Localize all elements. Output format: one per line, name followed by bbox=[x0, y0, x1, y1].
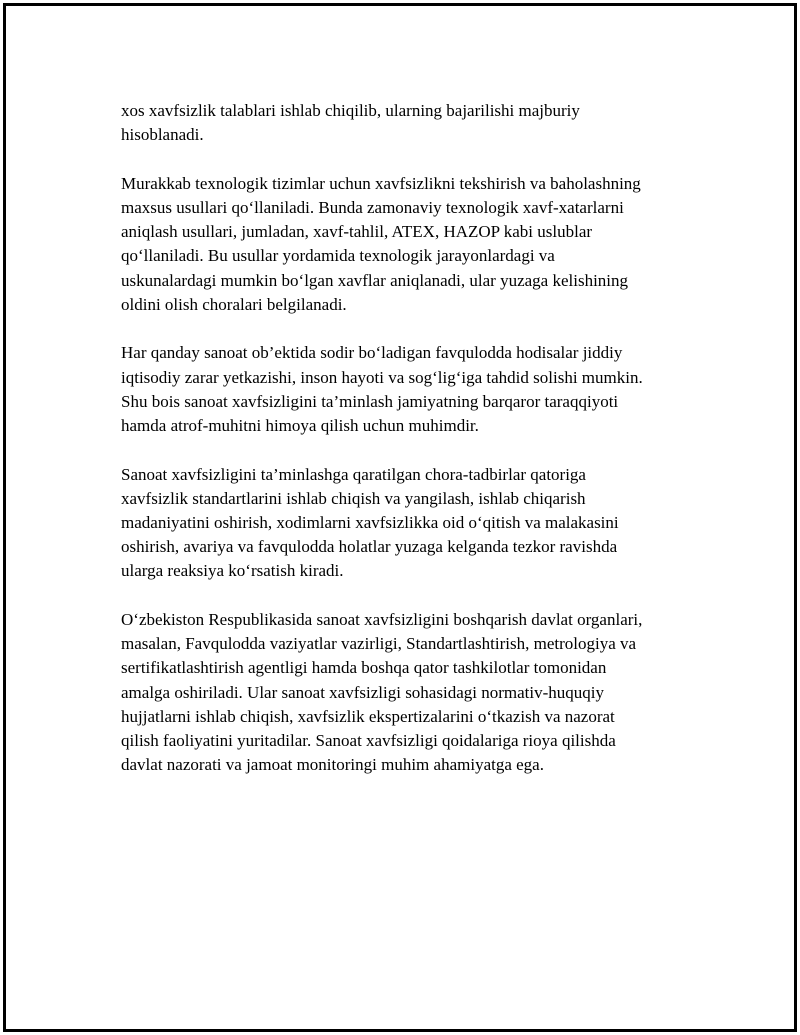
text-line: davlat nazorati va jamoat monitoringi muhim ahamiyatga ega. bbox=[121, 755, 544, 775]
text-line: oshirish, avariya va favqulodda holatlar yuzaga kelganda tezkor ravishda bbox=[121, 537, 618, 557]
text-line: hamda atrof-muhitni himoya qilish uchun muhimdir. bbox=[121, 416, 479, 436]
text-line: amalga oshiriladi. Ular sanoat xavfsizligi sohasidagi normativ-huquqiy bbox=[121, 682, 604, 702]
text-line: aniqlash usullari, jumladan, xavf-tahlil, ATEX, HAZOP kabi uslublar bbox=[121, 222, 593, 242]
text-line: Sanoat xavfsizligini ta’minlashga qaratilgan chora-tadbirlar qatoriga bbox=[121, 464, 586, 484]
text-line: hisoblanadi. bbox=[121, 125, 204, 145]
paragraph-2 bbox=[121, 172, 701, 317]
text-line: sertifikatlashtirish agentligi hamda boshqa qator tashkilotlar tomonidan bbox=[121, 658, 607, 678]
text-line: hujjatlarni ishlab chiqish, xavfsizlik ekspertizalarini o‘tkazish va nazorat bbox=[121, 706, 615, 726]
text-line: madaniyatini oshirish, xodimlarni xavfsizlikka oid o‘qitish va malakasini bbox=[121, 513, 619, 533]
paragraph-3 bbox=[121, 341, 701, 438]
text-line: uskunalardagi mumkin bo‘lgan xavflar aniqlanadi, ular yuzaga kelishining bbox=[121, 270, 629, 290]
text-line: Har qanday sanoat ob’ektida sodir bo‘ladigan favqulodda hodisalar jiddiy bbox=[121, 343, 623, 363]
text-line: qo‘llaniladi. Bu usullar yordamida texnologik jarayonlardagi va bbox=[121, 246, 555, 266]
text-line: O‘zbekiston Respublikasida sanoat xavfsizligini boshqarish davlat organlari, bbox=[121, 610, 643, 630]
document-page bbox=[3, 3, 797, 1032]
text-line: Shu bois sanoat xavfsizligini ta’minlash jamiyatning barqaror taraqqiyoti bbox=[121, 391, 619, 411]
text-line: ularga reaksiya ko‘rsatish kiradi. bbox=[121, 561, 344, 581]
text-line: maxsus usullari qo‘llaniladi. Bunda zamonaviy texnologik xavf-xatarlarni bbox=[121, 198, 624, 217]
text-line: xos xavfsizlik talablari ishlab chiqilib, ularning bajarilishi majburiy bbox=[121, 101, 580, 120]
text-line: iqtisodiy zarar yetkazishi, inson hayoti va sog‘lig‘iga tahdid solishi mumkin. bbox=[121, 367, 643, 387]
paragraph-4 bbox=[121, 463, 701, 584]
text-line: Murakkab texnologik tizimlar uchun xavfsizlikni tekshirish va baholashning bbox=[121, 173, 641, 193]
text-line: oldini olish choralari belgilanadi. bbox=[121, 294, 347, 314]
text-line: masalan, Favqulodda vaziyatlar vazirligi, Standartlashtirish, metrologiya va bbox=[121, 634, 637, 654]
paragraph-5 bbox=[121, 608, 701, 777]
document-body bbox=[121, 99, 701, 802]
text-line: qilish faoliyatini yuritadilar. Sanoat xavfsizligi qoidalariga rioya qilishda bbox=[121, 731, 616, 751]
text-line: xavfsizlik standartlarini ishlab chiqish va yangilash, ishlab chiqarish bbox=[121, 488, 586, 508]
paragraph-1 bbox=[121, 99, 701, 147]
